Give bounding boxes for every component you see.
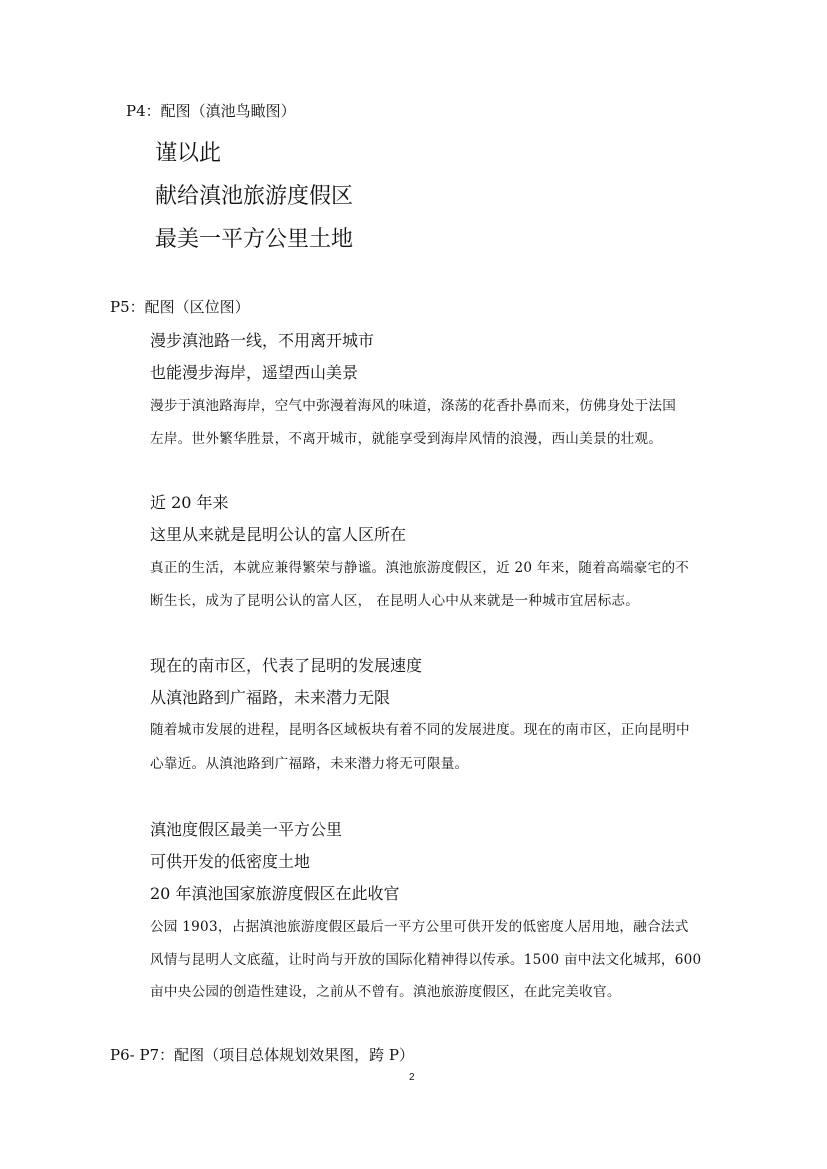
section-4-body-line-3: 亩中央公园的创造性建设，之前从不曾有。滇池旅游度假区，在此完美收官。	[150, 984, 621, 1000]
section-3-heading-2: 从滇池路到广福路，未来潜力无限	[150, 688, 391, 707]
section-1-heading-1: 漫步滇池路一线，不用离开城市	[150, 331, 375, 350]
section-4-body-line-2: 风情与昆明人文底蕴，让时尚与开放的国际化精神得以传承。1500 亩中法文化城邦，600	[150, 952, 702, 968]
section-2-heading-1: 近 20 年来	[150, 493, 229, 512]
dedication-line-1: 谨以此	[155, 141, 222, 166]
section-1-body-line-1: 漫步于滇池路海岸，空气中弥漫着海风的味道，涤荡的花香扑鼻而来，仿佛身处于法国	[150, 398, 677, 414]
section-1-heading-2: 也能漫步海岸，遥望西山美景	[150, 363, 359, 382]
section-3-body-line-2: 心靠近。从滇池路到广福路，未来潜力将无可限量。	[150, 756, 469, 772]
section-4-body-line-1: 公园 1903，占据滇池旅游度假区最后一平方公里可供开发的低密度人居用地，融合法式	[150, 919, 689, 935]
section-3-body-line-1: 随着城市发展的进程，昆明各区域板块有着不同的发展进度。现在的南市区，正向昆明中	[150, 722, 690, 738]
p6-label: P6- P7：配图（项目总体规划效果图，跨 P）	[110, 1046, 414, 1064]
page-number: 2	[409, 1072, 415, 1083]
p4-label: P4：配图（滇池鸟瞰图）	[126, 102, 296, 120]
section-1-body-line-2: 左岸。世外繁华胜景，不离开城市，就能享受到海岸风情的浪漫，西山美景的壮观。	[150, 431, 663, 447]
section-2-heading-2: 这里从来就是昆明公认的富人区所在	[150, 525, 407, 544]
section-4-heading-2: 可供开发的低密度土地	[150, 852, 311, 871]
section-2-body-line-1: 真正的生活，本就应兼得繁荣与静谧。滇池旅游度假区，近 20 年来，随着高端豪宅的不	[150, 560, 690, 576]
section-4-heading-3: 20 年滇池国家旅游度假区在此收官	[150, 884, 400, 903]
p5-label: P5：配图（区位图）	[110, 298, 250, 316]
section-2-body-line-2: 断生长，成为了昆明公认的富人区， 在昆明人心中从来就是一种城市宜居标志。	[150, 593, 640, 609]
dedication-line-2: 献给滇池旅游度假区	[155, 184, 354, 209]
section-3-heading-1: 现在的南市区，代表了昆明的发展速度	[150, 656, 423, 675]
dedication-line-3: 最美一平方公里土地	[155, 227, 354, 252]
section-4-heading-1: 滇池度假区最美一平方公里	[150, 820, 343, 839]
